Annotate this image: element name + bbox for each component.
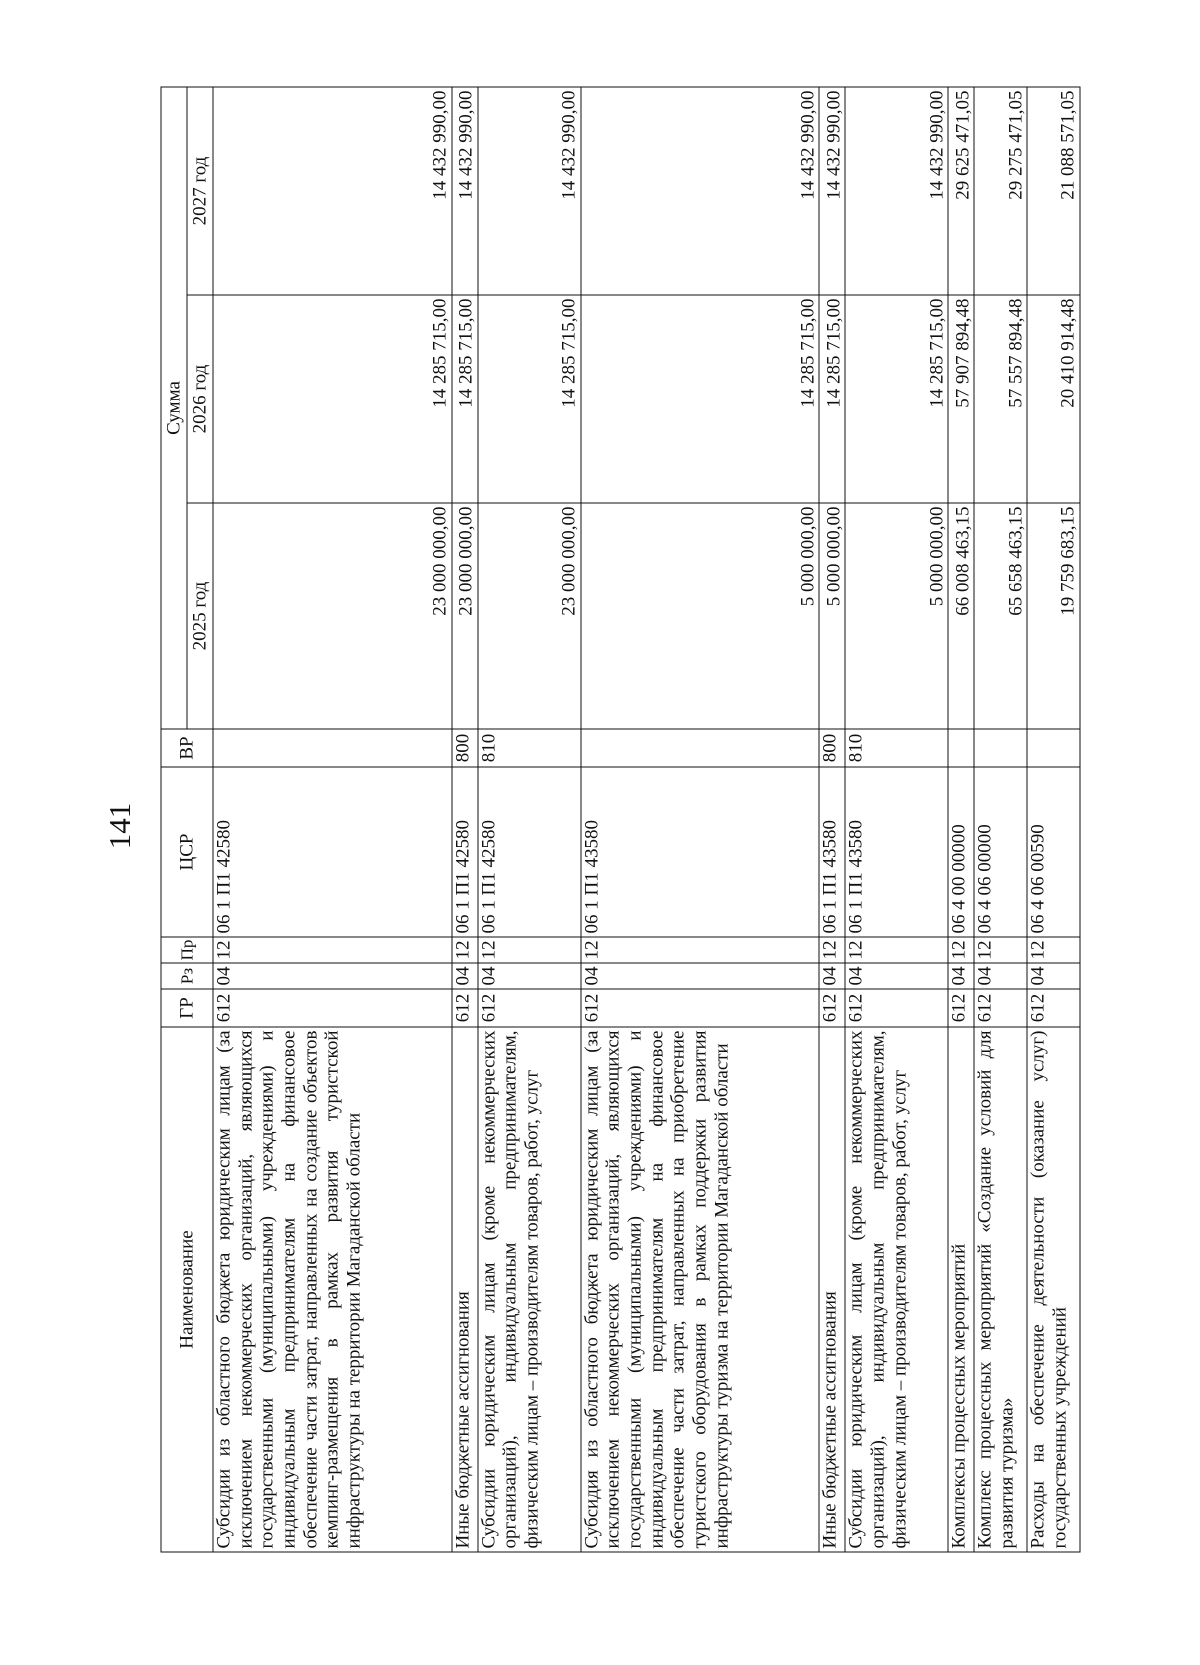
row-2026: 57 907 894,48 bbox=[948, 295, 974, 503]
budget-table-rotated bbox=[160, 88, 1080, 1553]
row-rz: 04 bbox=[845, 963, 948, 989]
row-rz: 04 bbox=[1027, 963, 1080, 989]
row-2026: 14 285 715,00 bbox=[845, 295, 948, 503]
row-name: Субсидии юридическим лицам (кроме некоммерческих организаций), индивидуальным предпринимателям, физическим лицам – производителям товаров, работ, услуг bbox=[477, 1027, 580, 1552]
row-name: Комплекс процессных мероприятий «Создание условий для развития туризма» bbox=[974, 1027, 1027, 1552]
page-number: 141 bbox=[102, 802, 137, 850]
row-2025: 66 008 463,15 bbox=[948, 503, 974, 729]
row-2026: 14 285 715,00 bbox=[213, 295, 452, 503]
header-name: Наименование bbox=[161, 1027, 213, 1552]
row-name: Комплексы процессных мероприятий bbox=[948, 1027, 974, 1552]
row-name: Иные бюджетные ассигнования bbox=[451, 1027, 477, 1552]
header-pr: Пр bbox=[161, 937, 213, 963]
row-rz: 04 bbox=[819, 963, 845, 989]
row-vr: 800 bbox=[819, 729, 845, 767]
row-vr: 810 bbox=[477, 729, 580, 767]
row-name: Субсидии из областного бюджета юридическим лицам (за исключением некоммерческих организаций, являющихся государственными (муниципальными) учреждениями) и индивидуальным предпринимателям на финансовое обеспечение части затрат, направленных на создание объектов кемпинг-размещения в рамках развития туристской инфраструктуры на территории Магаданской области bbox=[213, 1027, 452, 1552]
row-2027: 14 432 990,00 bbox=[580, 87, 819, 295]
header-vr: ВР bbox=[161, 729, 213, 767]
header-sum: Сумма bbox=[161, 87, 187, 729]
budget-table bbox=[160, 86, 1080, 1552]
row-vr bbox=[974, 729, 1027, 767]
row-gr: 612 bbox=[845, 989, 948, 1027]
row-2027: 29 275 471,05 bbox=[974, 87, 1027, 295]
row-2025: 23 000 000,00 bbox=[213, 503, 452, 729]
row-csr: 06 4 06 00000 bbox=[974, 767, 1027, 937]
row-rz: 04 bbox=[213, 963, 452, 989]
table-row bbox=[845, 87, 948, 1552]
table-row bbox=[974, 87, 1027, 1552]
row-gr: 612 bbox=[1027, 989, 1080, 1027]
row-vr bbox=[580, 729, 819, 767]
row-gr: 612 bbox=[819, 989, 845, 1027]
row-vr: 810 bbox=[845, 729, 948, 767]
table-row bbox=[819, 87, 845, 1552]
row-gr: 612 bbox=[948, 989, 974, 1027]
header-2025: 2025 год bbox=[187, 503, 213, 729]
row-gr: 612 bbox=[974, 989, 1027, 1027]
row-2026: 57 557 894,48 bbox=[974, 295, 1027, 503]
row-name: Иные бюджетные ассигнования bbox=[819, 1027, 845, 1552]
table-row bbox=[213, 87, 452, 1552]
row-2027: 14 432 990,00 bbox=[845, 87, 948, 295]
row-2025: 65 658 463,15 bbox=[974, 503, 1027, 729]
row-2027: 14 432 990,00 bbox=[819, 87, 845, 295]
row-2027: 21 088 571,05 bbox=[1027, 87, 1080, 295]
row-pr: 12 bbox=[213, 937, 452, 963]
row-2025: 5 000 000,00 bbox=[845, 503, 948, 729]
row-rz: 04 bbox=[974, 963, 1027, 989]
row-csr: 06 1 П1 43580 bbox=[819, 767, 845, 937]
row-2027: 29 625 471,05 bbox=[948, 87, 974, 295]
row-rz: 04 bbox=[477, 963, 580, 989]
row-pr: 12 bbox=[974, 937, 1027, 963]
row-2025: 23 000 000,00 bbox=[451, 503, 477, 729]
row-2027: 14 432 990,00 bbox=[213, 87, 452, 295]
row-csr: 06 4 00 00000 bbox=[948, 767, 974, 937]
row-csr: 06 1 П1 42580 bbox=[213, 767, 452, 937]
row-csr: 06 1 П1 42580 bbox=[451, 767, 477, 937]
header-2026: 2026 год bbox=[187, 295, 213, 503]
row-vr bbox=[1027, 729, 1080, 767]
header-csr: ЦСР bbox=[161, 767, 213, 937]
row-2026: 14 285 715,00 bbox=[580, 295, 819, 503]
row-pr: 12 bbox=[819, 937, 845, 963]
row-name: Расходы на обеспечение деятельности (оказание услуг) государственных учреждений bbox=[1027, 1027, 1080, 1552]
header-2027: 2027 год bbox=[187, 87, 213, 295]
table-row bbox=[477, 87, 580, 1552]
row-2027: 14 432 990,00 bbox=[451, 87, 477, 295]
row-csr: 06 1 П1 43580 bbox=[845, 767, 948, 937]
row-gr: 612 bbox=[477, 989, 580, 1027]
row-gr: 612 bbox=[580, 989, 819, 1027]
row-2025: 5 000 000,00 bbox=[819, 503, 845, 729]
table-row bbox=[1027, 87, 1080, 1552]
row-2026: 14 285 715,00 bbox=[477, 295, 580, 503]
row-vr bbox=[948, 729, 974, 767]
table-row bbox=[580, 87, 819, 1552]
row-gr: 612 bbox=[213, 989, 452, 1027]
row-csr: 06 1 П1 43580 bbox=[580, 767, 819, 937]
row-2025: 19 759 683,15 bbox=[1027, 503, 1080, 729]
table-row bbox=[451, 87, 477, 1552]
row-rz: 04 bbox=[580, 963, 819, 989]
header-rz: Рз bbox=[161, 963, 213, 989]
row-2027: 14 432 990,00 bbox=[477, 87, 580, 295]
row-gr: 612 bbox=[451, 989, 477, 1027]
header-gr: ГР bbox=[161, 989, 213, 1027]
row-vr bbox=[213, 729, 452, 767]
row-name: Субсидия из областного бюджета юридическим лицам (за исключением некоммерческих организаций, являющихся государственными (муниципальными) учреждениями) и индивидуальным предпринимателям на финансовое обеспечение части затрат, направленных на приобретение туристского оборудования в рамках поддержки развития инфраструктуры туризма на территории Магаданской области bbox=[580, 1027, 819, 1552]
row-pr: 12 bbox=[948, 937, 974, 963]
row-csr: 06 4 06 00590 bbox=[1027, 767, 1080, 937]
row-pr: 12 bbox=[845, 937, 948, 963]
row-2026: 14 285 715,00 bbox=[451, 295, 477, 503]
row-rz: 04 bbox=[948, 963, 974, 989]
row-pr: 12 bbox=[580, 937, 819, 963]
row-pr: 12 bbox=[451, 937, 477, 963]
row-2025: 5 000 000,00 bbox=[580, 503, 819, 729]
table-row bbox=[948, 87, 974, 1552]
row-2026: 14 285 715,00 bbox=[819, 295, 845, 503]
row-name: Субсидии юридическим лицам (кроме некоммерческих организаций), индивидуальным предпринимателям, физическим лицам – производителям товаров, работ, услуг bbox=[845, 1027, 948, 1552]
row-pr: 12 bbox=[477, 937, 580, 963]
row-2026: 20 410 914,48 bbox=[1027, 295, 1080, 503]
row-csr: 06 1 П1 42580 bbox=[477, 767, 580, 937]
row-pr: 12 bbox=[1027, 937, 1080, 963]
row-2025: 23 000 000,00 bbox=[477, 503, 580, 729]
row-vr: 800 bbox=[451, 729, 477, 767]
row-rz: 04 bbox=[451, 963, 477, 989]
